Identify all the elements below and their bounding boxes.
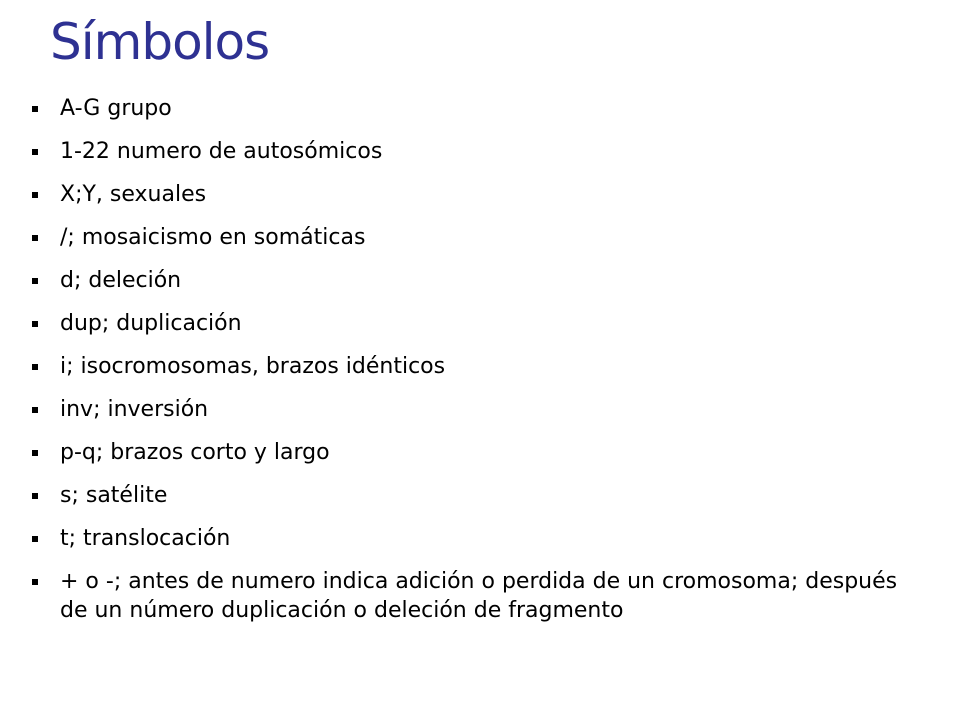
list-item xyxy=(28,94,908,123)
list-item-text: + o -; antes de numero indica adición o perdida de un cromosoma; después de un número duplicación o deleción de fragmento xyxy=(60,569,898,623)
list-item-text: X;Y, sexuales xyxy=(60,182,207,207)
square-bullet-icon xyxy=(32,106,38,112)
list-item xyxy=(28,481,908,510)
list-item xyxy=(28,524,908,553)
list-item xyxy=(28,137,908,166)
square-bullet-icon xyxy=(32,278,38,284)
list-item-text: i; isocromosomas, brazos idénticos xyxy=(60,354,446,379)
list-item-text: dup; duplicación xyxy=(60,311,242,336)
square-bullet-icon xyxy=(32,364,38,370)
square-bullet-icon xyxy=(32,536,38,542)
list-item xyxy=(28,223,908,252)
list-item-text: d; deleción xyxy=(60,268,182,293)
bullet-list xyxy=(28,94,908,639)
list-item xyxy=(28,352,908,381)
square-bullet-icon xyxy=(32,192,38,198)
square-bullet-icon xyxy=(32,149,38,155)
square-bullet-icon xyxy=(32,493,38,499)
square-bullet-icon xyxy=(32,321,38,327)
list-item-text: p-q; brazos corto y largo xyxy=(60,440,330,465)
list-item-text: inv; inversión xyxy=(60,397,209,422)
list-item xyxy=(28,180,908,209)
list-item-text: s; satélite xyxy=(60,483,168,508)
square-bullet-icon xyxy=(32,235,38,241)
slide-title: Símbolos xyxy=(50,13,270,71)
list-item-text: 1-22 numero de autosómicos xyxy=(60,139,383,164)
list-item xyxy=(28,438,908,467)
square-bullet-icon xyxy=(32,579,38,585)
list-item-text: /; mosaicismo en somáticas xyxy=(60,225,366,250)
list-item-text: t; translocación xyxy=(60,526,231,551)
square-bullet-icon xyxy=(32,407,38,413)
list-item xyxy=(28,395,908,424)
square-bullet-icon xyxy=(32,450,38,456)
list-item xyxy=(28,266,908,295)
list-item xyxy=(28,309,908,338)
list-item-text: A-G grupo xyxy=(60,96,172,121)
list-item xyxy=(28,567,908,625)
